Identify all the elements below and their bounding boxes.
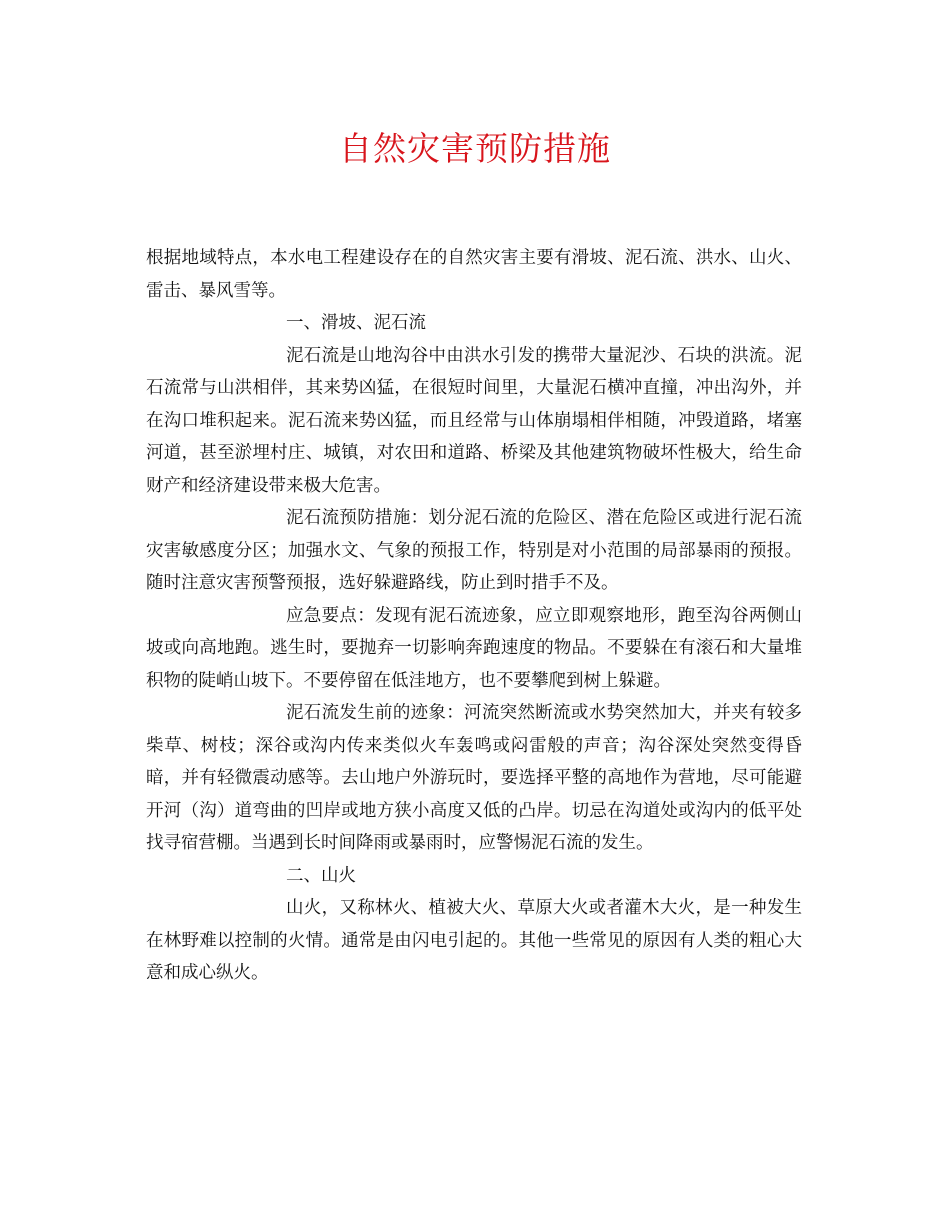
document-body bbox=[146, 242, 802, 990]
section-heading-wildfire: 二、山火 bbox=[286, 865, 356, 886]
paragraph-prevention-measures: 泥石流预防措施：划分泥石流的危险区、潜在危险区或进行泥石流灾害敏感度分区；加强水文、气象的预报工作，特别是对小范围的局部暴雨的预报。随时注意灾害预警预报，选好躲避路线，防止到时措手不及。 bbox=[146, 508, 802, 593]
paragraph-wildfire-definition: 山火，又称林火、植被大火、草原大火或者灌木大火，是一种发生在林野难以控制的火情。通常是由闪电引起的。其他一些常见的原因有人类的粗心大意和成心纵火。 bbox=[146, 898, 802, 983]
paragraph-warning-signs: 泥石流发生前的迹象：河流突然断流或水势突然加大，并夹有较多柴草、树枝；深谷或沟内传来类似火车轰鸣或闷雷般的声音；沟谷深处突然变得昏暗，并有轻微震动感等。去山地户外游玩时，要选择平整的高地作为营地，尽可能避开河（沟）道弯曲的凹岸或地方狭小高度又低的凸岸。切忌在沟道处或沟内的低平处找寻宿营棚。当遇到长时间降雨或暴雨时，应警惕泥石流的发生。 bbox=[146, 703, 802, 853]
document-title: 自然灾害预防措施 bbox=[339, 129, 611, 168]
paragraph-debris-flow-definition: 泥石流是山地沟谷中由洪水引发的携带大量泥沙、石块的洪流。泥石流常与山洪相伴，其来势凶猛，在很短时间里，大量泥石横冲直撞，冲出沟外，并在沟口堆积起来。泥石流来势凶猛，而且经常与山体崩塌相伴相随，冲毁道路，堵塞河道，甚至淤埋村庄、城镇，对农田和道路、桥梁及其他建筑物破坏性极大，给生命财产和经济建设带来极大危害。 bbox=[146, 345, 802, 496]
paragraph-emergency-points: 应急要点：发现有泥石流迹象，应立即观察地形，跑至沟谷两侧山坡或向高地跑。逃生时，要抛弃一切影响奔跑速度的物品。不要躲在有滚石和大量堆积物的陡峭山坡下。不要停留在低洼地方，也不要攀爬到树上躲避。 bbox=[146, 605, 802, 691]
intro-paragraph: 根据地域特点，本水电工程建设存在的自然灾害主要有滑坡、泥石流、洪水、山火、雷击、暴风雪等。 bbox=[146, 248, 802, 301]
section-heading-landslide: 一、滑坡、泥石流 bbox=[286, 313, 426, 333]
